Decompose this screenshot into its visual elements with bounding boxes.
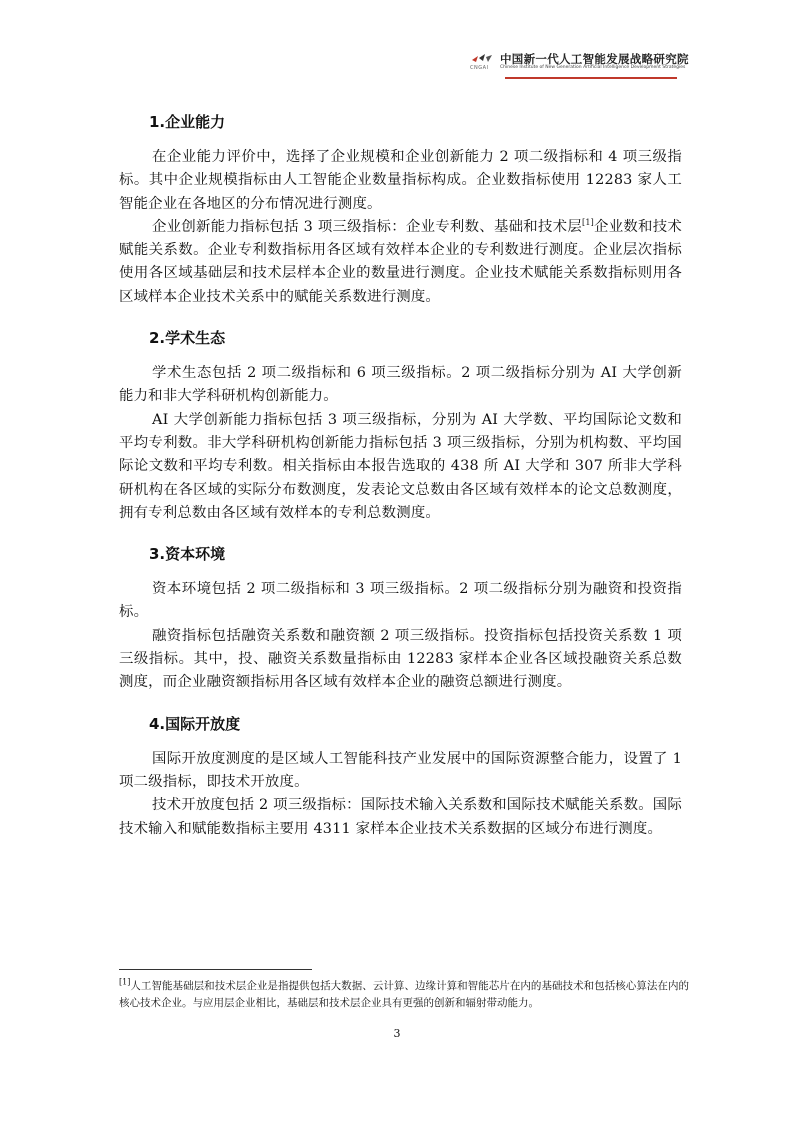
section-capital-environment [119, 544, 682, 694]
paragraph-text: 企业创新能力指标包括 3 项三级指标：企业专利数、基础和技术层 [152, 218, 582, 235]
section-international-openness [119, 714, 682, 841]
paragraph: 学术生态包括 2 项二级指标和 6 项三级指标。2 项二级指标分别为 AI 大学创新能力和非大学科研机构创新能力。 [119, 365, 682, 405]
paragraph: 融资指标包括融资关系数和融资额 2 项三级指标。投资指标包括投资关系数 1 项三级指标。其中，投、融资关系数量指标由 12283 家样本企业各区域投融资关系总数测度，而企业融资额指标用各区域有效样本企业的融资总额进行测度。 [119, 627, 682, 691]
paragraph: 国际开放度测度的是区域人工智能科技产业发展中的国际资源整合能力，设置了 1 项二级指标，即技术开放度。 [119, 750, 682, 790]
section-title: 3.资本环境 [149, 545, 226, 564]
paragraph: 技术开放度包括 2 项三级指标：国际技术输入关系数和国际技术赋能关系数。国际技术输入和赋能数指标主要用 4311 家样本企业技术关系数据的区域分布进行测度。 [119, 797, 682, 837]
footnote-divider [119, 969, 312, 970]
paragraph [119, 216, 682, 309]
footnote-reference[interactable]: [1] [582, 218, 594, 228]
section-enterprise-capability [119, 112, 682, 309]
header-rule [505, 77, 677, 79]
page-number: 3 [393, 1027, 401, 1040]
section-title: 4.国际开放度 [149, 714, 241, 733]
section-title: 1.企业能力 [149, 113, 226, 131]
paragraph: 在企业能力评价中，选择了企业规模和企业创新能力 2 项二级指标和 4 项三级指标。其中企业规模指标由人工智能企业数量指标构成。企业数指标使用 12283 家人工智能企业在各地区的分布情况进行测度。 [119, 149, 682, 212]
section-academic-ecology [119, 328, 682, 525]
page-header [470, 50, 689, 76]
paragraph-text: 企业数和技术赋能关系数。企业专利数指标用各区域有效样本企业的专利数进行测度。企业层次指标使用各区域基础层和技术层样本企业的数量进行测度。企业技术赋能关系数指标则用各区域样本企业技术关系中的赋能关系数进行测度。 [119, 218, 682, 305]
paragraph: 资本环境包括 2 项二级指标和 3 项三级指标。2 项二级指标分别为融资和投资指标。 [119, 581, 682, 621]
section-title: 2.学术生态 [149, 329, 226, 348]
logo-text: CNGAI [470, 65, 489, 71]
institute-english-name: Chinese Institute of New Generation Artificial Intelligence Development Strategies [500, 65, 686, 70]
paragraph: AI 大学创新能力指标包括 3 项三级指标，分别为 AI 大学数、平均国际论文数和平均专利数。非大学科研机构创新能力指标包括 3 项三级指标，分别为机构数、平均国际论文数和平均专利数。相关指标由本报告选取的 438 所 AI 大学和 307 所非大学科研机构在各区域的实际分布数测度，发表论文总数由各区域有效样本的论文总数测度，拥有专利总数由各区域有效样本的专利总数测度。 [119, 411, 682, 521]
footnote-marker: [1] [119, 977, 131, 987]
footnote-text: 人工智能基础层和技术层企业是指提供包括大数据、云计算、边缘计算和智能芯片在内的基础技术和包括核心算法在内的核心技术企业。与应用层企业相比，基础层和技术层企业具有更强的创新和辐射带动能力。 [119, 980, 689, 1009]
main-content [119, 112, 682, 860]
footnote [119, 978, 689, 1012]
institute-name: 中国新一代人工智能发展战略研究院 [500, 52, 689, 66]
